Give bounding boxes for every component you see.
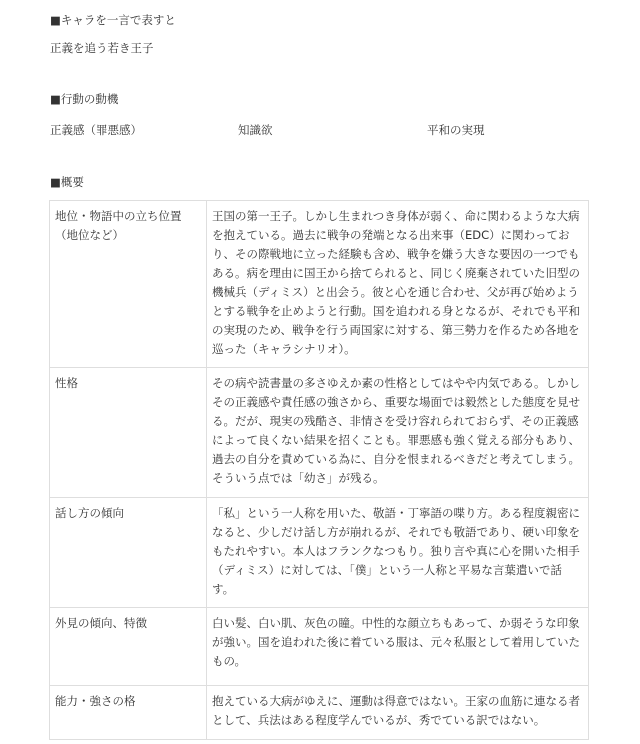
row-text-ability: 抱えている大病がゆえに、運動は得意ではない。王家の血筋に連なる者として、兵法はある程度学んでいるが、秀でている訳ではない。 [207, 686, 589, 740]
row-text-personality: その病や読書量の多さゆえか素の性格としてはやや内気である。しかしその正義感や責任感の強さから、重要な場面では毅然とした態度を見せる。だが、現実の残酷さ、非情さを受け容れられておらず、その正義感によって良くない結果を招くことも。罪悪感も強く覚える部分もあり、過去の自分を責めている為に、自分を恨まれるべきだと考えてしまう。そういう点では「幼さ」が残る。 [207, 368, 589, 498]
motives-heading: ■行動の動機 [50, 92, 119, 106]
table-row [50, 201, 589, 368]
row-text-position: 王国の第一王子。しかし生まれつき身体が弱く、命に関わるような大病を抱えている。過去に戦争の発端となる出来事（EDC）に関わっており、その際戦地に立った経験も含め、戦争を嫌う大きな要因の一つでもある。病を理由に国王から捨てられると、同じく廃棄されていた旧型の機械兵（ディミス）と出会う。彼と心を通じ合わせ、父が再び始めようとする戦争を止めようと行動。国を追われる身となるが、それでも平和の実現のため、戦争を行う両国家に対する、第三勢力を作るため各地を巡った（キャラシナリオ）。 [207, 201, 589, 368]
row-label-appearance: 外見の傾向、特徴 [50, 608, 207, 686]
row-label-speech: 話し方の傾向 [50, 498, 207, 608]
table-row [50, 686, 589, 740]
table-row [50, 368, 589, 498]
row-label-ability: 能力・強さの格 [50, 686, 207, 740]
row-text-appearance: 白い髪、白い肌、灰色の瞳。中性的な顔立ちもあって、か弱そうな印象が強い。国を追われた後に着ている服は、元々私服として着用していたもの。 [207, 608, 589, 686]
motive-item-peace: 平和の実現 [427, 123, 485, 137]
overview-heading: ■概要 [50, 175, 84, 189]
row-label-position: 地位・物語中の立ち位置（地位など） [50, 201, 207, 368]
catchphrase-heading: ■キャラを一言で表すと [50, 13, 176, 27]
table-row [50, 608, 589, 686]
motive-item-knowledge: 知識欲 [238, 123, 273, 137]
table-row [50, 498, 589, 608]
row-label-personality: 性格 [50, 368, 207, 498]
overview-table [49, 200, 589, 740]
row-text-speech: 「私」という一人称を用いた、敬語・丁寧語の喋り方。ある程度親密になると、少しだけ話し方が崩れるが、それでも敬語であり、硬い印象をもたれやすい。本人はフランクなつもり。独り言や真に心を開いた相手（ディミス）に対しては、「僕」という一人称と平易な言葉遣いで話す。 [207, 498, 589, 608]
catchphrase-value: 正義を追う若き王子 [50, 41, 154, 55]
motive-item-justice: 正義感（罪悪感） [50, 123, 142, 137]
